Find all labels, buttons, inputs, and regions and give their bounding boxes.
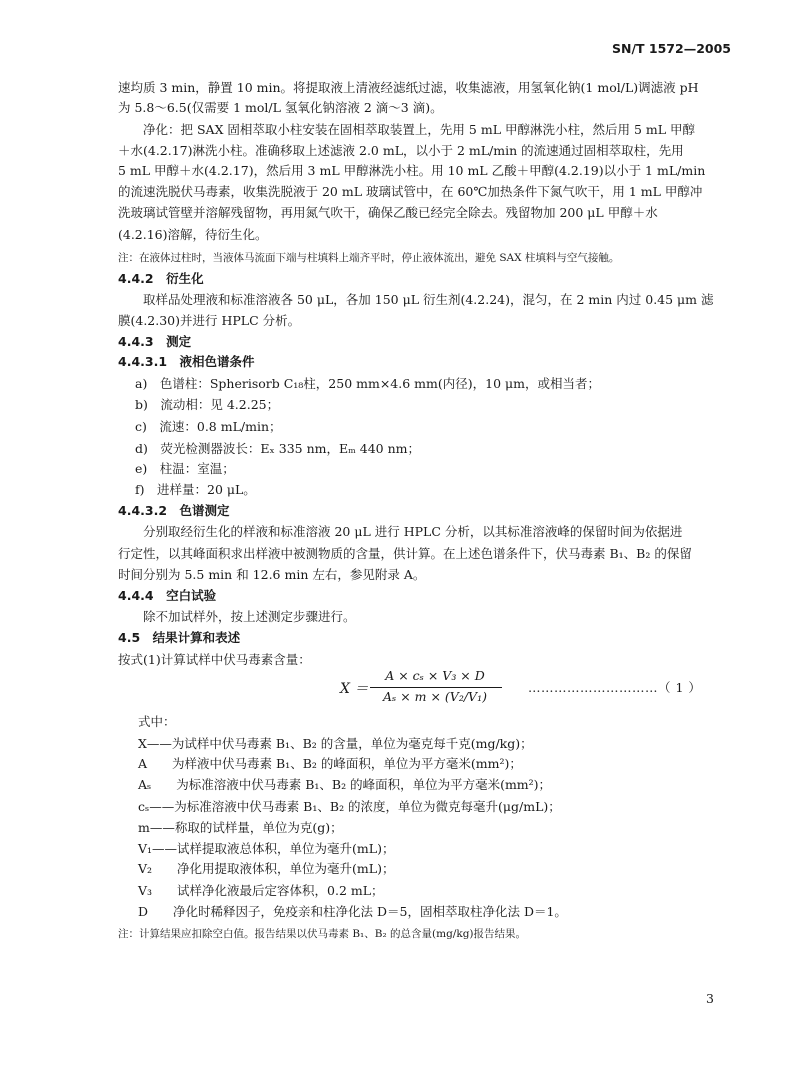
formula-denominator: Aₛ × m × (V₂/V₁): [383, 689, 487, 704]
list-item: c) 流速：0.8 mL/min；: [135, 419, 282, 434]
section-heading: 4.4.2 衍生化: [118, 271, 204, 286]
formula-numerator: A × cₛ × V₃ × D: [385, 668, 485, 683]
body-line: 的流速洗脱伏马毒素，收集洗脱液于 20 mL 玻璃试管中，在 60℃加热条件下氮气吹干，用 1 mL 甲醇冲: [118, 184, 703, 199]
body-line: 时间分别为 5.5 min 和 12.6 min 左右，参见附录 A。: [118, 567, 426, 582]
body-line: 取样品处理液和标准溶液各 50 μL，各加 150 μL 衍生剂(4.2.24)，混匀，在 2 min 内过 0.45 μm 滤: [143, 292, 714, 307]
note-line: 注：计算结果应扣除空白值。报告结果以伏马毒素 B₁、B₂ 的总含量(mg/kg)报告结果。: [118, 928, 527, 940]
variable-definition: Aₛ 为标准溶液中伏马毒素 B₁、B₂ 的峰面积，单位为平方毫米(mm²)；: [138, 777, 552, 792]
body-line: 除不加试样外，按上述测定步骤进行。: [143, 609, 356, 624]
note-line: 注：在液体过柱时，当液体马流面下端与柱填料上端齐平时，停止液体流出，避免 SAX 柱填料与空气接触。: [118, 252, 620, 264]
body-line: 净化：把 SAX 固相萃取小柱安装在固相萃取装置上，先用 5 mL 甲醇淋洗小柱，然后用 5 mL 甲醇: [143, 122, 695, 137]
list-item: f) 进样量：20 μL。: [135, 482, 256, 497]
body-line: 分别取经衍生化的样液和标准溶液 20 μL 进行 HPLC 分析，以其标准溶液峰的保留时间为依据进: [143, 524, 683, 539]
page-number: 3: [706, 991, 714, 1006]
section-heading: 4.4.3.1 液相色谱条件: [118, 354, 255, 369]
section-heading: 4.4.3 测定: [118, 334, 192, 349]
variable-definition: cₛ——为标准溶液中伏马毒素 B₁、B₂ 的浓度，单位为微克每毫升(μg/mL)；: [138, 799, 561, 814]
variable-definition: m——称取的试样量，单位为克(g)；: [138, 820, 343, 835]
variable-definition: X——为试样中伏马毒素 B₁、B₂ 的含量，单位为毫克每千克(mg/kg)；: [138, 736, 533, 751]
variable-definition: A 为样液中伏马毒素 B₁、B₂ 的峰面积，单位为平方毫米(mm²)；: [138, 756, 522, 771]
variable-definition: V₃ 试样净化液最后定容体积，0.2 mL；: [138, 883, 384, 898]
variable-definition: V₂ 净化用提取液体积，单位为毫升(mL)；: [138, 861, 395, 876]
section-heading: 4.5 结果计算和表述: [118, 630, 241, 645]
body-line: 膜(4.2.30)并进行 HPLC 分析。: [118, 313, 301, 328]
fraction-bar: [370, 687, 502, 688]
formula: [340, 668, 720, 708]
list-item: a) 色谱柱：Spherisorb C₁₈柱，250 mm×4.6 mm(内径)，10 μm，或相当者；: [135, 376, 600, 391]
list-item: b) 流动相：见 4.2.25；: [135, 397, 280, 412]
variable-definition: D 净化时稀释因子，免疫亲和柱净化法 D＝5，固相萃取柱净化法 D＝1。: [138, 904, 567, 919]
list-item: e) 柱温：室温；: [135, 461, 235, 476]
formula-lhs: X ＝: [340, 681, 369, 697]
body-line: 速均质 3 min，静置 10 min。将提取液上清液经滤纸过滤，收集滤液，用氢氧化钠(1 mol/L)调滤液 pH: [118, 80, 699, 95]
section-heading: 4.4.3.2 色谱测定: [118, 503, 230, 518]
body-line: 5 mL 甲醇＋水(4.2.17)，然后用 3 mL 甲醇淋洗小柱。用 10 mL 乙酸＋甲醇(4.2.19)以小于 1 mL/min: [118, 163, 706, 178]
formula-number: …………………………（ 1 ）: [528, 680, 702, 695]
standard-code: SN/T 1572—2005: [612, 41, 731, 56]
body-line: 行定性，以其峰面积求出样液中被测物质的含量，供计算。在上述色谱条件下，伏马毒素 B₁、B₂ 的保留: [118, 546, 692, 561]
list-item: d) 荧光检测器波长：Eₓ 335 nm，Eₘ 440 nm；: [135, 441, 421, 456]
body-line: 洗玻璃试管壁并溶解残留物，再用氮气吹干，确保乙酸已经完全除去。残留物加 200 μL 甲醇＋水: [118, 205, 658, 220]
section-heading: 4.4.4 空白试验: [118, 588, 217, 603]
body-line: (4.2.16)溶解，待衍生化。: [118, 227, 268, 242]
body-line: 按式(1)计算试样中伏马毒素含量：: [118, 652, 311, 667]
variable-definition: V₁——试样提取液总体积，单位为毫升(mL)；: [138, 841, 395, 856]
body-line: 为 5.8～6.5(仅需要 1 mol/L 氢氧化钠溶液 2 滴～3 滴)。: [118, 100, 443, 115]
body-line: ＋水(4.2.17)淋洗小柱。准确移取上述滤液 2.0 mL，以小于 2 mL/min 的流速通过固相萃取柱，先用: [118, 143, 684, 158]
variables-intro: 式中：: [138, 714, 176, 729]
